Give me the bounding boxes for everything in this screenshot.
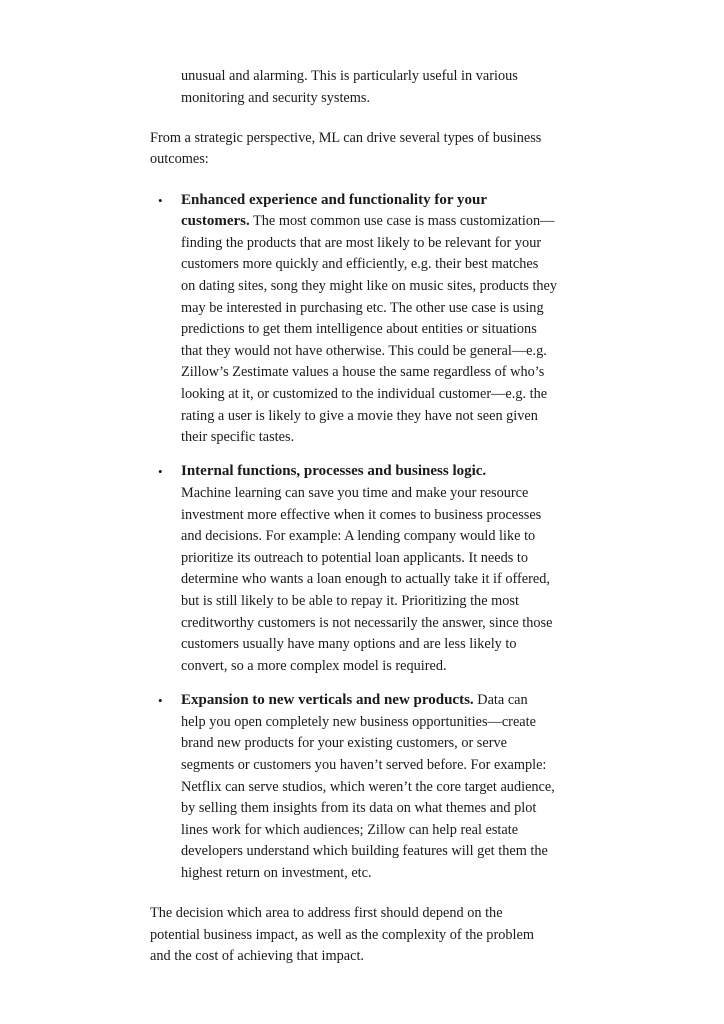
- bullet-list: [150, 190, 590, 885]
- text-line: [181, 712, 590, 734]
- text-line: [181, 233, 590, 255]
- body-text: customers more quickly and efficiently, e.g. their best matches: [181, 256, 539, 273]
- text-line: [181, 591, 590, 613]
- body-text: prioritize its outreach to potential loan applicants. It needs to: [181, 549, 528, 566]
- text-line: [181, 362, 590, 384]
- list-item: [150, 690, 590, 884]
- body-text: Machine learning can save you time and make your resource: [181, 485, 529, 502]
- text-line: [181, 777, 590, 799]
- text-line: [181, 733, 590, 755]
- body-text: creditworthy customers is not necessarily the answer, since those: [181, 614, 553, 631]
- text-line: [181, 548, 590, 570]
- text-line: From a strategic perspective, ML can drive several types of business: [150, 129, 542, 146]
- closing-paragraph: [150, 903, 590, 963]
- body-text: segments or customers you haven’t served before. For example:: [181, 757, 547, 773]
- body-text: determine who wants a loan enough to actually take it if offered,: [181, 571, 550, 588]
- text-line: [181, 656, 590, 678]
- body-text: on dating sites, song they might like on music sites, products they: [181, 277, 558, 294]
- body-text: customers usually have many options and are less likely to: [181, 636, 517, 653]
- body-text: investment more effective when it comes to business processes: [181, 506, 542, 523]
- text-line: [181, 505, 590, 527]
- text-line: [181, 798, 590, 820]
- article-body: [150, 66, 590, 963]
- body-text: developers understand which building features will get them the: [181, 843, 548, 860]
- body-text: highest return on investment, etc.: [181, 864, 372, 881]
- body-text: predictions to get them intelligence about entities or situations: [181, 321, 537, 338]
- body-text: that they would not have otherwise. This could be general—e.g.: [181, 342, 547, 359]
- body-text: Zillow’s Zestimate values a house the same regardless of who’s: [181, 364, 545, 381]
- text-line: The decision which area to address first should depend on the: [150, 905, 503, 922]
- bullet-marker: •: [158, 192, 163, 208]
- text-line: monitoring and security systems.: [181, 89, 371, 106]
- body-text: help you open completely new business opportunities—create: [181, 713, 536, 730]
- list-item: [150, 461, 590, 677]
- body-text: their specific tastes.: [181, 429, 295, 446]
- body-text: and decisions. For example: A lending company would like to: [181, 528, 536, 545]
- text-line: [181, 483, 590, 505]
- text-line: and the cost of achieving that impact.: [150, 948, 364, 963]
- body-text: convert, so a more complex model is required.: [181, 657, 447, 674]
- text-line: [181, 613, 590, 635]
- text-line: [181, 211, 590, 233]
- bold-lead-text: Enhanced experience and functionality for your: [181, 191, 487, 208]
- bold-lead-text: customers.: [181, 213, 250, 230]
- body-text: looking at it, or customized to the individual customer—e.g. the: [181, 385, 548, 402]
- lead-paragraph: [150, 128, 590, 171]
- body-text: finding the products that are most likely to be relevant for your: [181, 234, 542, 251]
- text-line: [181, 841, 590, 863]
- body-text: brand new products for your existing customers, or serve: [181, 735, 507, 752]
- text-line: [181, 427, 590, 449]
- text-line: potential business impact, as well as the complexity of the problem: [150, 926, 534, 943]
- text-line: [181, 254, 590, 276]
- text-line: [181, 190, 590, 212]
- body-text: Netflix can serve studios, which weren’t the core target audience,: [181, 778, 555, 795]
- body-text: by selling them insights from its data on what themes and plot: [181, 800, 537, 817]
- body-text: may be interested in purchasing etc. The other use case is using: [181, 299, 544, 316]
- text-line: [181, 384, 590, 406]
- body-text: lines work for which audiences; Zillow can help real estate: [181, 821, 519, 838]
- text-line: [181, 298, 590, 320]
- text-line: outcomes:: [150, 151, 209, 168]
- bullet-marker: •: [158, 693, 163, 709]
- text-line: [181, 569, 590, 591]
- bold-lead-text: Expansion to new verticals and new products.: [181, 692, 474, 709]
- text-line: [181, 341, 590, 363]
- body-text: The most common use case is mass customization—: [249, 213, 555, 230]
- body-text: rating a user is likely to give a movie they have not seen given: [181, 407, 538, 424]
- text-line: [181, 863, 590, 885]
- text-line: unusual and alarming. This is particularly useful in various: [181, 68, 518, 84]
- text-line: [181, 276, 590, 298]
- text-line: [181, 755, 590, 777]
- bullet-marker: •: [158, 464, 163, 480]
- list-item: [150, 190, 590, 449]
- text-line: [181, 406, 590, 428]
- intro-paragraph: [150, 66, 590, 109]
- text-line: [181, 690, 590, 712]
- text-line: [181, 526, 590, 548]
- text-line: [181, 820, 590, 842]
- body-text: Data can: [473, 692, 528, 709]
- bold-lead-text: Internal functions, processes and business logic.: [181, 463, 487, 480]
- body-text: but is still likely to be able to repay it. Prioritizing the most: [181, 593, 519, 610]
- text-line: [181, 634, 590, 656]
- text-line: [181, 319, 590, 341]
- text-line: [181, 461, 590, 483]
